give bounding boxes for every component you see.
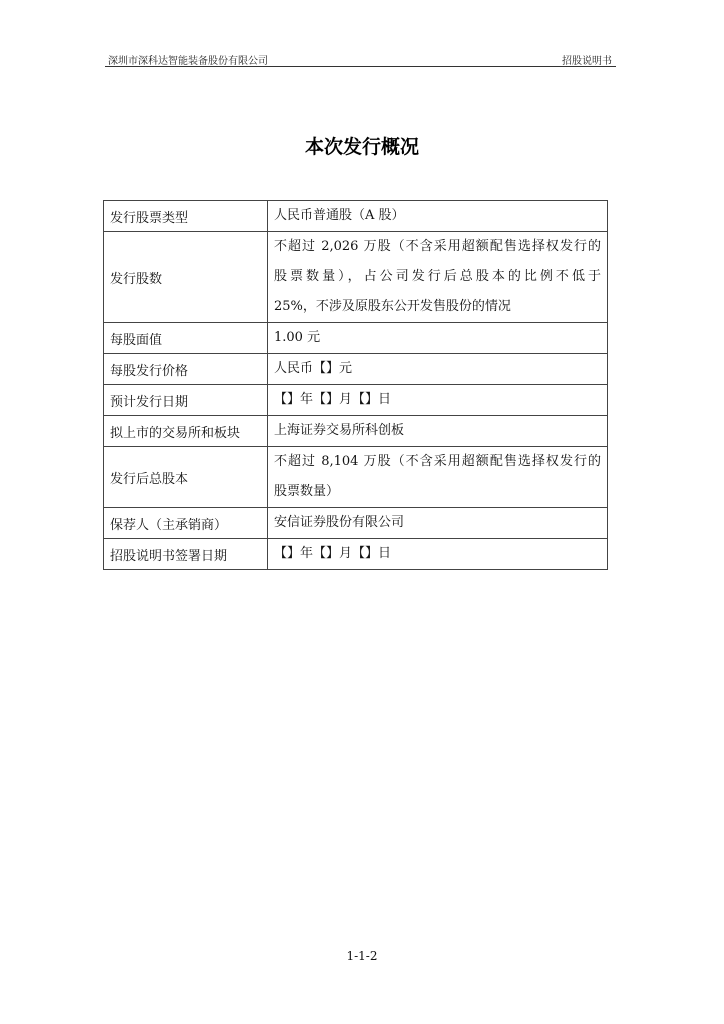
value-line: 不超过 8,104 万股（不含采用超额配售选择权发行的 [274,454,601,469]
table-row [104,232,608,323]
row-value [268,508,608,539]
row-value [268,323,608,354]
row-label: 招股说明书签署日期 [104,539,268,570]
row-label: 发行后总股本 [104,447,268,508]
row-label: 发行股数 [104,232,268,323]
row-value [268,232,608,323]
table-row [104,416,608,447]
document-type: 招股说明书 [562,56,612,67]
offering-overview-table [103,200,608,570]
value-line: 股票数量） [274,484,340,499]
table-row [104,508,608,539]
value-line: 上海证券交易所科创板 [274,423,405,438]
row-value [268,385,608,416]
page-title: 本次发行概况 [304,136,419,158]
value-line: 【】年【】月【】日 [274,546,392,561]
table-row [104,201,608,232]
table-row [104,385,608,416]
company-name: 深圳市深科达智能装备股份有限公司 [108,56,268,67]
value-line: 25%，不涉及原股东公开发售股份的情况 [274,299,511,314]
row-label: 保荐人（主承销商） [104,508,268,539]
page-number: 1-1-2 [346,949,378,963]
page-header [105,52,616,67]
row-value [268,447,608,508]
table-row [104,323,608,354]
row-label: 每股发行价格 [104,354,268,385]
value-line: 【】年【】月【】日 [274,392,392,407]
value-line: 人民币【】元 [274,361,353,376]
row-label: 预计发行日期 [104,385,268,416]
table-row [104,539,608,570]
value-line: 人民币普通股（A 股） [274,208,405,223]
row-value [268,539,608,570]
value-line: 1.00 元 [274,330,321,345]
value-line: 安信证券股份有限公司 [274,515,405,530]
table-row [104,447,608,508]
value-line: 股票数量），占公司发行后总股本的比例不低于 [274,269,601,284]
row-label: 发行股票类型 [104,201,268,232]
table-row [104,354,608,385]
row-value [268,201,608,232]
row-label: 拟上市的交易所和板块 [104,416,268,447]
value-line: 不超过 2,026 万股（不含采用超额配售选择权发行的 [274,239,601,254]
row-value [268,416,608,447]
row-label: 每股面值 [104,323,268,354]
row-value [268,354,608,385]
